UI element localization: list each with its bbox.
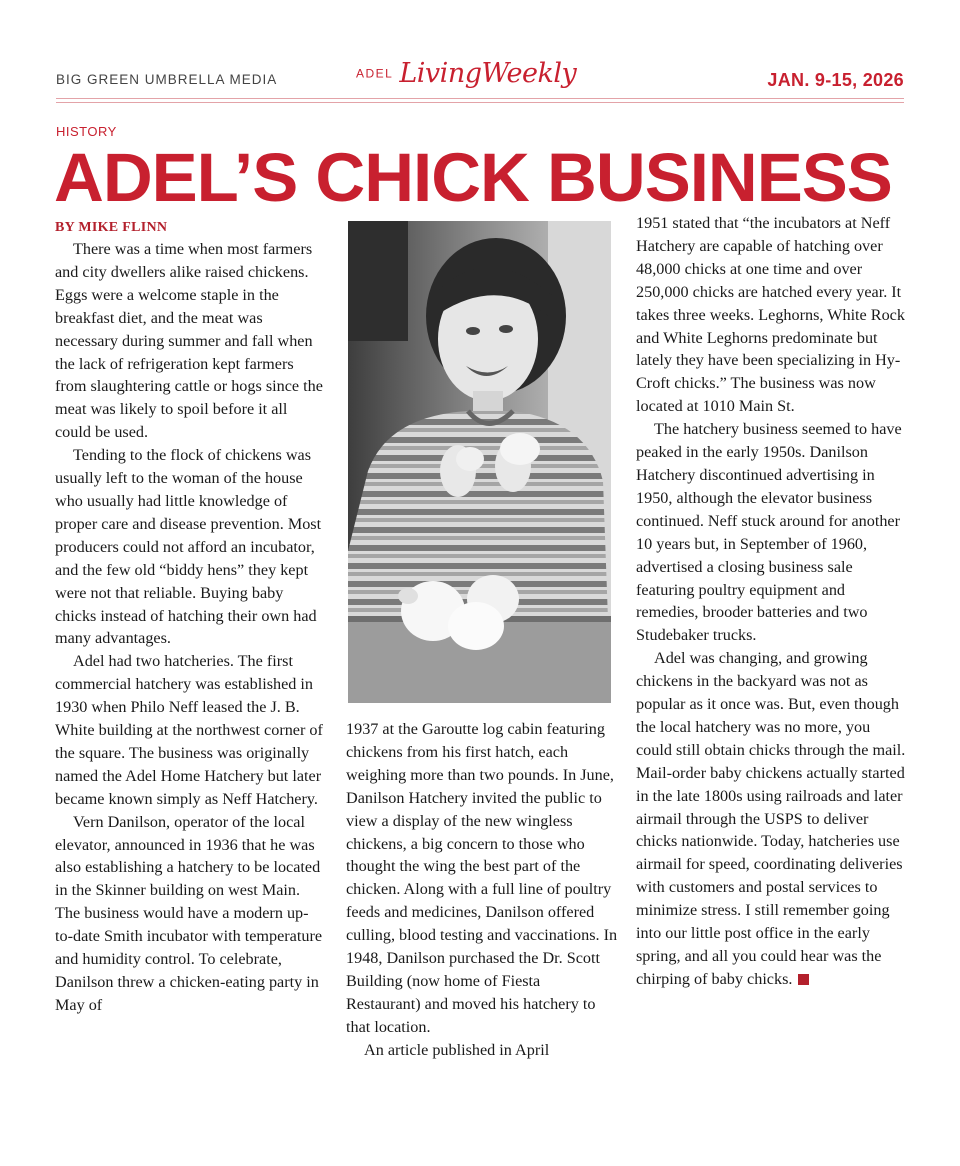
paragraph: The hatchery business seemed to have peaked in the early 1950s. Danilson Hatchery discontinued advertising in 1950, although the elevator business continued. Neff stuck around for another 10 years but, in September of 1960, advertised a closing business sale featuring poultry equipment and remedies, brooder batteries and two Studebaker trucks. [636, 420, 902, 645]
issue-date: JAN. 9-15, 2026 [767, 70, 904, 90]
brand-script: LivingWeekly [399, 58, 577, 89]
article-column-2 [346, 718, 618, 1062]
end-mark-icon [798, 974, 809, 985]
article-column-3 [636, 212, 908, 991]
header-rule-bottom [56, 102, 904, 103]
header-rule-top [56, 98, 904, 99]
paragraph: Adel had two hatcheries. The first commercial hatchery was established in 1930 when Philo Neff leased the J. B. White building at the northwest corner of the square. The business was originally named the Adel Home Hatchery but later became known simply as Neff Hatchery. [55, 652, 323, 808]
article-headline: ADEL’S CHICK BUSINESS [54, 139, 892, 216]
section-label: HISTORY [56, 124, 117, 139]
paragraph [636, 647, 908, 991]
article-photo [348, 221, 611, 703]
paragraph: There was a time when most farmers and city dwellers alike raised chickens. Eggs were a welcome staple in the breakfast diet, and the meat was necessary during summer and fall when the lack of refrigeration kept farmers from slaughtering cattle or hogs since the meat was likely to spoil before it all could be used. [55, 240, 323, 442]
paragraph: 1951 stated that “the incubators at Neff Hatchery are capable of hatching over 48,000 chicks at one time and over 250,000 chicks are hatched every year. It takes three weeks. Leghorns, White Rock and White Leghorns predominate but lately they have been specializing in Hy-Croft chicks.” The business was now located at 1010 Main St. [636, 214, 905, 416]
closing-paragraph-text: Adel was changing, and growing chickens in the backyard was not as popular as it once was. But, even though the local hatchery was no more, you could still obtain chicks through the mail. Mail-order baby chickens actually started in the late 1800s using railroads and later airmail through the USPS to deliver chicks nationwide. Today, hatcheries use airmail for speed, coordinating deliveries with customers and postal services to minimize stress. I still remember going into our little post office in the early spring, and all you could hear was the chirping of baby chicks. [636, 649, 906, 988]
publication-logo [356, 58, 576, 98]
photo-girl-with-chicks [348, 221, 611, 703]
byline: BY MIKE FLINN [55, 220, 168, 235]
paragraph: Tending to the flock of chickens was usually left to the woman of the house who usually had little knowledge of proper care and disease prevention. Most producers could not afford an incubator, and the few old “biddy hens” they kept were not that reliable. Buying baby chicks instead of hatching their own had many advantages. [55, 446, 322, 648]
paragraph: An article published in April [364, 1040, 550, 1059]
paragraph: 1937 at the Garoutte log cabin featuring chickens from his first hatch, each weighing more than two pounds. In June, Danilson Hatchery invited the public to view a display of the new wingless chickens, a big concern to those who thought the wing the best part of the chicken. Along with a full line of poultry feeds and medicines, Danilson offered culling, blood testing and vaccinations. In 1948, Danilson purchased the Dr. Scott Building (now home of Fiesta Restaurant) and moved his hatchery to that location. [346, 720, 618, 1036]
article-column-1 [55, 218, 325, 1017]
brand-prefix: ADEL [356, 66, 394, 81]
paragraph: Vern Danilson, operator of the local elevator, announced in 1936 that he was also establishing a hatchery to be located in the Skinner building on west Main. The business would have a modern up-to-date Smith incubator with temperature and humidity control. To celebrate, Danilson threw a chicken-eating party in May of [55, 812, 323, 1014]
publisher-name: BIG GREEN UMBRELLA MEDIA [56, 72, 278, 87]
